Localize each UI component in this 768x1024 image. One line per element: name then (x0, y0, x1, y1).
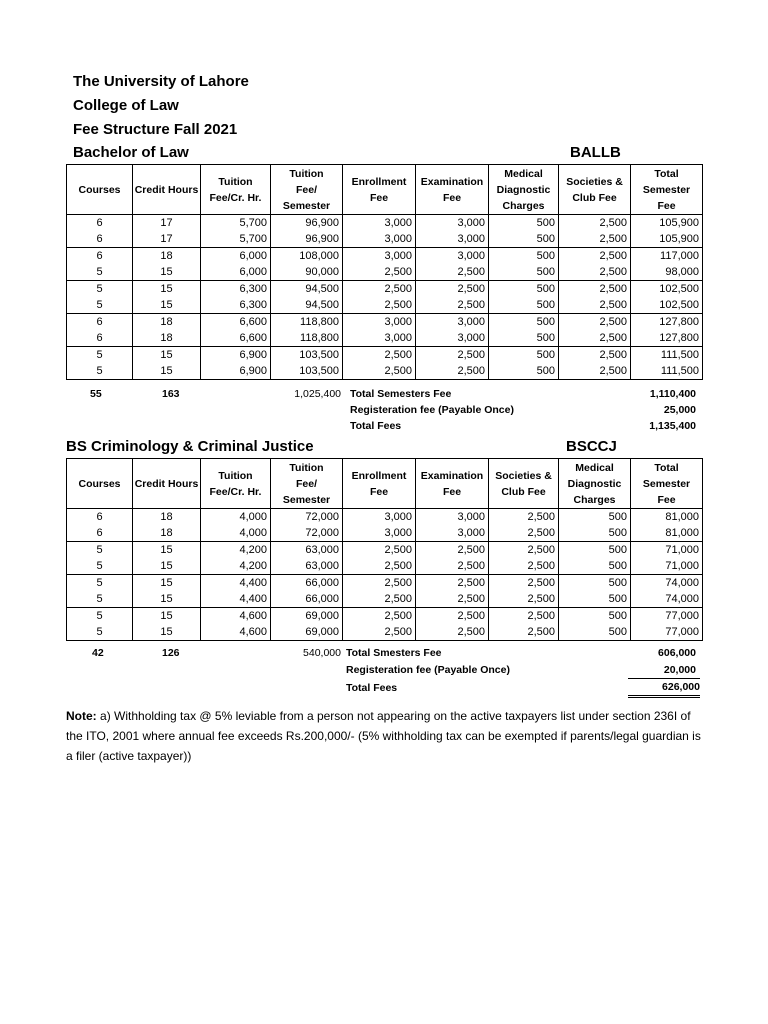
col-societies-fee: Societies & Club Fee (559, 165, 631, 215)
ballb-total-fees-value: 1,135,400 (649, 420, 696, 432)
table-cell: 98,000 (631, 264, 703, 281)
table-cell: 2,500 (559, 281, 631, 298)
ballb-total-credit-hours: 163 (162, 388, 180, 400)
table-cell: 15 (133, 264, 201, 281)
table-cell: 18 (133, 525, 201, 542)
table-cell: 6 (67, 215, 133, 232)
table-cell: 2,500 (343, 591, 416, 608)
table-row (67, 591, 703, 608)
bsccj-registration-value: 20,000 (663, 664, 696, 676)
table-cell: 81,000 (631, 509, 703, 526)
table-cell: 103,500 (271, 347, 343, 364)
col-societies-fee: Societies & Club Fee (489, 459, 559, 509)
table-cell: 6,900 (201, 363, 271, 380)
table-cell: 2,500 (416, 591, 489, 608)
table-cell: 4,200 (201, 542, 271, 559)
table-cell: 500 (489, 248, 559, 265)
table-cell: 15 (133, 558, 201, 575)
table-cell: 2,500 (559, 347, 631, 364)
table-cell: 2,500 (343, 297, 416, 314)
col-courses: Courses (67, 165, 133, 215)
table-row (67, 264, 703, 281)
table-cell: 2,500 (416, 575, 489, 592)
table-cell: 500 (489, 215, 559, 232)
table-cell: 2,500 (416, 281, 489, 298)
table-cell: 2,500 (416, 297, 489, 314)
table-cell: 15 (133, 542, 201, 559)
ballb-total-semesters-label: Total Semesters Fee (350, 388, 452, 400)
table-cell: 4,400 (201, 575, 271, 592)
table-cell: 74,000 (631, 591, 703, 608)
fee-structure-title: Fee Structure Fall 2021 (73, 121, 238, 138)
table-cell: 17 (133, 215, 201, 232)
table-row (67, 558, 703, 575)
table-cell: 2,500 (343, 347, 416, 364)
table-cell: 6 (67, 314, 133, 331)
bsccj-total-fees-label: Total Fees (346, 682, 398, 694)
table-cell: 2,500 (343, 542, 416, 559)
table-cell: 2,500 (559, 330, 631, 347)
table-cell: 94,500 (271, 281, 343, 298)
col-courses: Courses (67, 459, 133, 509)
table-cell: 500 (559, 575, 631, 592)
table-cell: 5 (67, 624, 133, 641)
table-cell: 2,500 (416, 542, 489, 559)
table-cell: 105,900 (631, 215, 703, 232)
table-cell: 2,500 (489, 525, 559, 542)
table-cell: 66,000 (271, 575, 343, 592)
col-medical-charges: Medical Diagnostic Charges (489, 165, 559, 215)
table-cell: 77,000 (631, 608, 703, 625)
table-cell: 500 (489, 330, 559, 347)
table-cell: 2,500 (559, 248, 631, 265)
table-cell: 3,000 (343, 330, 416, 347)
table-cell: 2,500 (343, 608, 416, 625)
table-cell: 2,500 (416, 264, 489, 281)
table-cell: 5 (67, 542, 133, 559)
table-cell: 5 (67, 363, 133, 380)
table-cell: 5,700 (201, 231, 271, 248)
table-row (67, 314, 703, 331)
university-title: The University of Lahore (73, 73, 249, 90)
table-cell: 90,000 (271, 264, 343, 281)
table-cell: 2,500 (343, 363, 416, 380)
table-cell: 15 (133, 575, 201, 592)
table-cell: 3,000 (343, 231, 416, 248)
table-cell: 500 (559, 624, 631, 641)
table-row (67, 297, 703, 314)
table-cell: 3,000 (343, 314, 416, 331)
table-cell: 2,500 (416, 608, 489, 625)
table-cell: 74,000 (631, 575, 703, 592)
table-cell: 18 (133, 330, 201, 347)
table-cell: 500 (489, 297, 559, 314)
note-label: Note: (66, 709, 97, 723)
bsccj-registration-label: Registeration fee (Payable Once) (346, 664, 510, 676)
table-row (67, 330, 703, 347)
table-cell: 4,000 (201, 525, 271, 542)
table-cell: 3,000 (416, 231, 489, 248)
table-cell: 3,000 (416, 215, 489, 232)
bsccj-program-title: BS Criminology & Criminal Justice (66, 438, 314, 455)
table-cell: 2,500 (343, 558, 416, 575)
ballb-total-courses: 55 (90, 388, 102, 400)
col-enrollment-fee: Enrollment Fee (343, 165, 416, 215)
table-cell: 2,500 (489, 542, 559, 559)
table-cell: 127,800 (631, 314, 703, 331)
table-cell: 3,000 (416, 509, 489, 526)
table-cell: 3,000 (343, 525, 416, 542)
table-cell: 6,600 (201, 314, 271, 331)
table-cell: 77,000 (631, 624, 703, 641)
table-cell: 2,500 (559, 231, 631, 248)
table-cell: 15 (133, 297, 201, 314)
ballb-total-fees-label: Total Fees (350, 420, 402, 432)
table-row (67, 215, 703, 232)
table-cell: 2,500 (489, 608, 559, 625)
table-row (67, 525, 703, 542)
table-cell: 66,000 (271, 591, 343, 608)
table-cell: 63,000 (271, 542, 343, 559)
table-cell: 102,500 (631, 281, 703, 298)
table-cell: 3,000 (416, 314, 489, 331)
ballb-registration-value: 25,000 (663, 404, 696, 416)
table-cell: 6 (67, 525, 133, 542)
bsccj-total-credit-hours: 126 (162, 647, 180, 659)
table-cell: 15 (133, 624, 201, 641)
table-cell: 69,000 (271, 624, 343, 641)
col-tuition-per-credit: Tuition Fee/Cr. Hr. (201, 459, 271, 509)
table-cell: 3,000 (416, 330, 489, 347)
table-cell: 2,500 (343, 575, 416, 592)
col-examination-fee: Examination Fee (416, 459, 489, 509)
table-cell: 500 (489, 281, 559, 298)
table-cell: 6,000 (201, 264, 271, 281)
bsccj-program-code: BSCCJ (566, 438, 617, 455)
table-cell: 2,500 (489, 575, 559, 592)
table-row (67, 363, 703, 380)
table-cell: 2,500 (489, 509, 559, 526)
table-cell: 71,000 (631, 542, 703, 559)
bsccj-total-fees-value: 626,000 (628, 678, 700, 698)
table-cell: 15 (133, 591, 201, 608)
table-row (67, 542, 703, 559)
note-text: a) Withholding tax @ 5% leviable from a person not appearing on the active taxpayers list under section 236I of the ITO, 2001 where annual fee exceeds Rs.200,000/- (5% withholding tax can be exempted if parents/legal guardian is a filer (active taxpayer)) (66, 709, 701, 763)
col-tuition-per-semester: Tuition Fee/ Semester (271, 165, 343, 215)
table-cell: 500 (559, 525, 631, 542)
table-cell: 2,500 (343, 624, 416, 641)
table-cell: 127,800 (631, 330, 703, 347)
table-cell: 500 (489, 363, 559, 380)
table-cell: 2,500 (489, 624, 559, 641)
table-cell: 15 (133, 281, 201, 298)
table-row (67, 509, 703, 526)
table-cell: 5 (67, 608, 133, 625)
table-cell: 69,000 (271, 608, 343, 625)
table-cell: 111,500 (631, 363, 703, 380)
table-cell: 18 (133, 248, 201, 265)
table-cell: 4,200 (201, 558, 271, 575)
table-cell: 18 (133, 314, 201, 331)
col-credit-hours: Credit Hours (133, 165, 201, 215)
table-row (67, 231, 703, 248)
table-cell: 17 (133, 231, 201, 248)
table-cell: 15 (133, 363, 201, 380)
table-cell: 2,500 (416, 624, 489, 641)
table-cell: 5 (67, 347, 133, 364)
table-cell: 6 (67, 330, 133, 347)
table-row (67, 248, 703, 265)
table-cell: 500 (559, 591, 631, 608)
table-cell: 3,000 (343, 215, 416, 232)
ballb-fee-table (66, 164, 703, 380)
table-cell: 108,000 (271, 248, 343, 265)
table-cell: 3,000 (343, 509, 416, 526)
table-cell: 3,000 (416, 248, 489, 265)
bsccj-total-courses: 42 (92, 647, 104, 659)
table-cell: 117,000 (631, 248, 703, 265)
table-cell: 3,000 (416, 525, 489, 542)
table-cell: 2,500 (343, 264, 416, 281)
table-cell: 6 (67, 509, 133, 526)
col-enrollment-fee: Enrollment Fee (343, 459, 416, 509)
ballb-total-semesters-value: 1,110,400 (649, 388, 696, 400)
table-cell: 72,000 (271, 509, 343, 526)
table-cell: 81,000 (631, 525, 703, 542)
col-total-semester-fee: Total Semester Fee (631, 165, 703, 215)
table-cell: 3,000 (343, 248, 416, 265)
col-credit-hours: Credit Hours (133, 459, 201, 509)
table-cell: 111,500 (631, 347, 703, 364)
table-cell: 500 (559, 542, 631, 559)
table-cell: 2,500 (559, 297, 631, 314)
table-cell: 6 (67, 248, 133, 265)
col-total-semester-fee: Total Semester Fee (631, 459, 703, 509)
table-cell: 6,900 (201, 347, 271, 364)
table-row (67, 624, 703, 641)
table-cell: 96,900 (271, 231, 343, 248)
table-cell: 5 (67, 558, 133, 575)
table-cell: 500 (489, 347, 559, 364)
table-cell: 6,300 (201, 297, 271, 314)
table-row (67, 608, 703, 625)
table-cell: 4,600 (201, 624, 271, 641)
table-cell: 72,000 (271, 525, 343, 542)
table-cell: 102,500 (631, 297, 703, 314)
table-cell: 500 (489, 314, 559, 331)
table-cell: 5 (67, 297, 133, 314)
table-cell: 2,500 (489, 558, 559, 575)
table-cell: 2,500 (559, 314, 631, 331)
table-cell: 2,500 (416, 363, 489, 380)
table-cell: 71,000 (631, 558, 703, 575)
table-cell: 2,500 (343, 281, 416, 298)
table-cell: 5 (67, 281, 133, 298)
col-tuition-per-semester: Tuition Fee/ Semester (271, 459, 343, 509)
ballb-program-code: BALLB (570, 144, 621, 161)
table-cell: 118,800 (271, 330, 343, 347)
table-cell: 4,000 (201, 509, 271, 526)
table-cell: 2,500 (416, 558, 489, 575)
table-cell: 63,000 (271, 558, 343, 575)
table-cell: 500 (559, 509, 631, 526)
ballb-total-tuition: 1,025,400 (294, 388, 341, 400)
col-medical-charges: Medical Diagnostic Charges (559, 459, 631, 509)
bsccj-total-tuition: 540,000 (303, 647, 341, 659)
table-cell: 2,500 (559, 363, 631, 380)
table-cell: 6 (67, 231, 133, 248)
table-cell: 6,600 (201, 330, 271, 347)
table-cell: 5,700 (201, 215, 271, 232)
table-cell: 6,000 (201, 248, 271, 265)
table-cell: 500 (559, 608, 631, 625)
table-cell: 4,400 (201, 591, 271, 608)
table-cell: 2,500 (559, 264, 631, 281)
table-row (67, 575, 703, 592)
table-cell: 2,500 (559, 215, 631, 232)
table-row (67, 281, 703, 298)
ballb-program-title: Bachelor of Law (73, 144, 189, 161)
table-cell: 118,800 (271, 314, 343, 331)
table-cell: 103,500 (271, 363, 343, 380)
ballb-registration-label: Registeration fee (Payable Once) (350, 404, 514, 416)
col-tuition-per-credit: Tuition Fee/Cr. Hr. (201, 165, 271, 215)
bsccj-fee-table (66, 458, 703, 641)
table-row (67, 347, 703, 364)
table-cell: 2,500 (416, 347, 489, 364)
table-cell: 94,500 (271, 297, 343, 314)
table-cell: 2,500 (489, 591, 559, 608)
table-cell: 105,900 (631, 231, 703, 248)
table-cell: 6,300 (201, 281, 271, 298)
table-cell: 5 (67, 264, 133, 281)
table-cell: 5 (67, 591, 133, 608)
college-title: College of Law (73, 97, 179, 114)
table-cell: 15 (133, 347, 201, 364)
bsccj-total-semesters-value: 606,000 (658, 647, 696, 659)
table-cell: 4,600 (201, 608, 271, 625)
table-cell: 500 (489, 231, 559, 248)
table-cell: 15 (133, 608, 201, 625)
table-cell: 500 (489, 264, 559, 281)
col-examination-fee: Examination Fee (416, 165, 489, 215)
table-cell: 18 (133, 509, 201, 526)
bsccj-total-semesters-label: Total Smesters Fee (346, 647, 442, 659)
table-cell: 5 (67, 575, 133, 592)
table-cell: 500 (559, 558, 631, 575)
table-cell: 96,900 (271, 215, 343, 232)
withholding-tax-note (66, 706, 706, 766)
